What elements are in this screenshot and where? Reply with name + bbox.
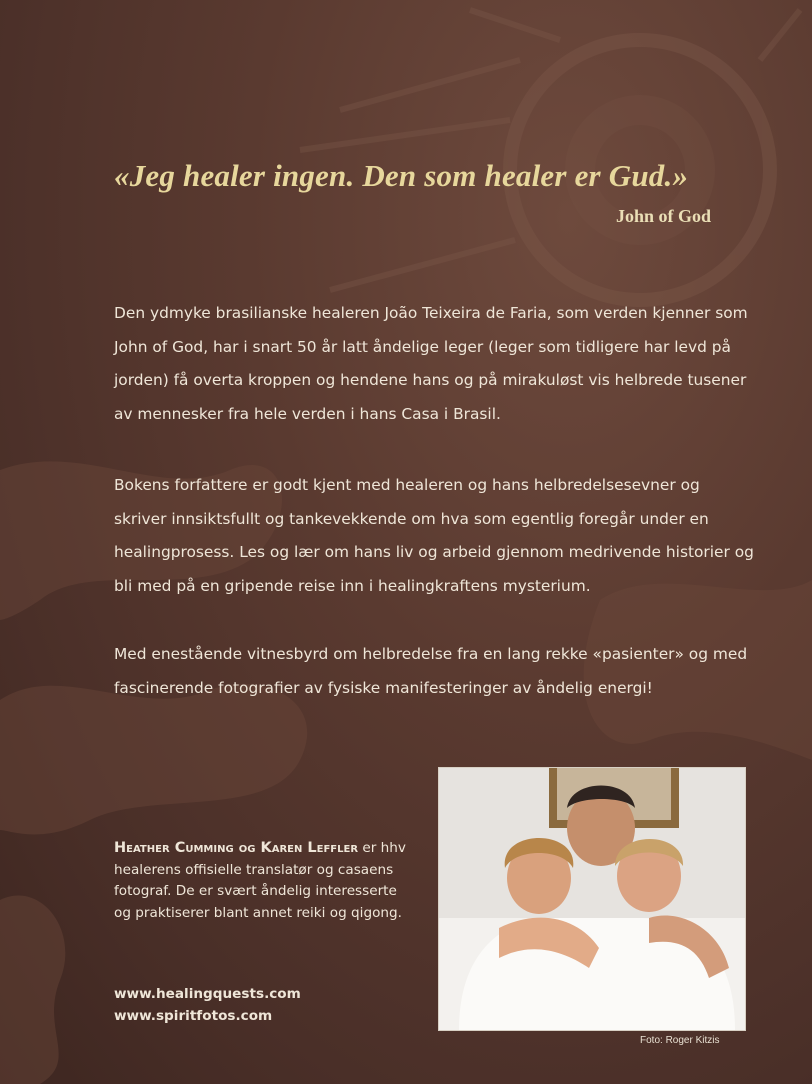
description-paragraph-3: Med enestående vitnesbyrd om helbredelse fra en lang rekke «pasienter» og med fascinerende fotografier av fysiske manifesteringer av åndelig energi! bbox=[114, 645, 748, 697]
author-bio bbox=[114, 838, 414, 924]
quote-attribution: John of God bbox=[616, 206, 712, 226]
website-link-spiritfotos[interactable]: www.spiritfotos.com bbox=[114, 1008, 273, 1024]
author-photo bbox=[438, 767, 746, 1031]
author-photo-illustration bbox=[439, 768, 745, 1030]
pull-quote: «Jeg healer ingen. Den som healer er Gud.» bbox=[114, 158, 689, 193]
description-paragraph-2: Bokens forfattere er godt kjent med healeren og hans helbredelsesevner og skriver innsiktsfullt og tankevekkende om hva som egentlig foregår under en healingprosess. Les og lær om hans liv og arbeid gjennom medrivende historier og bli med på en gripende reise inn i healingkraftens mysterium. bbox=[114, 476, 754, 595]
photo-credit: Foto: Roger Kitzis bbox=[640, 1035, 720, 1046]
website-link-healingquests[interactable]: www.healingquests.com bbox=[114, 986, 301, 1002]
author-description: er hhv healerens offisielle translatør og casaens fotograf. De er svært åndelig interesserte og praktiserer blant annet reiki og qigong. bbox=[114, 840, 406, 921]
author-names: Heather Cumming og Karen Leffler bbox=[114, 840, 359, 856]
description-paragraph-1: Den ydmyke brasilianske healeren João Teixeira de Faria, som verden kjenner som John of God, har i snart 50 år latt åndelige leger (leger som tidligere har levd på jorden) få overta kroppen og hendene hans og på mirakuløst vis helbrede tusener av mennesker fra hele verden i hans Casa i Brasil. bbox=[114, 304, 748, 423]
website-links bbox=[114, 983, 301, 1027]
